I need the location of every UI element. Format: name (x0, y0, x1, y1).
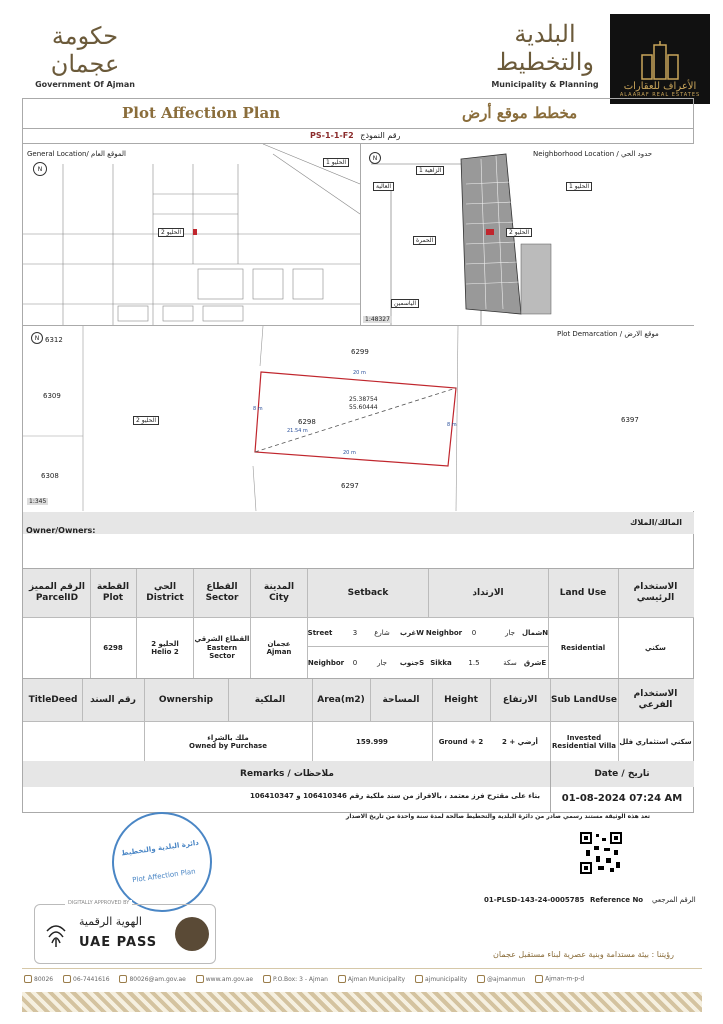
general-map-drawing (23, 144, 360, 325)
sb-street-n: 3 (352, 628, 358, 637)
sb-sikka: Sikka (430, 658, 452, 667)
form-code (310, 131, 400, 140)
val-sector (194, 620, 250, 676)
yasmeen-tag: الياسمين (391, 299, 419, 308)
general-location-label: General Location/ الموقع العام (27, 150, 126, 158)
col-titledeed-en: TitleDeed (28, 694, 78, 705)
pobox-icon (263, 975, 271, 983)
plot-6297: 6297 (341, 482, 359, 490)
col-area-en: Area(m2) (317, 694, 365, 705)
footer-phone2[interactable]: 06-7441616 (73, 975, 110, 983)
val-area: 159.999 (356, 737, 388, 746)
sb-street-ar: شارع (374, 628, 390, 637)
north-arrow-label: N (37, 165, 43, 173)
neighborhood-label: Neighborhood Location / حدود الحي (533, 150, 653, 158)
district-en: District (146, 593, 184, 603)
owner-label-ar: المالك/الملاك (630, 518, 683, 527)
val-district (137, 620, 193, 676)
title-divider (22, 128, 694, 129)
sb-neighbor1: Neighbor (425, 628, 463, 637)
date-label: Date / تاريخ (594, 768, 650, 779)
general-location-map (23, 144, 360, 325)
footer-line (22, 968, 702, 969)
t2-v5 (370, 679, 371, 721)
col-setback-en: Setback (347, 587, 389, 598)
youtube-icon (535, 975, 543, 983)
sb-n2: 0 (352, 658, 358, 667)
alaaraf-name-en: ALAARAF REAL ESTATES (619, 92, 701, 98)
plot-ar: القطعة (96, 582, 130, 593)
coord-lat: 25.38754 (349, 396, 378, 403)
plot-6308: 6308 (41, 472, 59, 480)
col-parcel (24, 572, 90, 614)
municipality-name-ar: البلدية والتخطيط (495, 20, 594, 76)
helio1-tag-general: الحليو 1 (323, 158, 349, 167)
plot-6312: 6312 (45, 336, 63, 344)
ownership-val-ar: ملك بالشراء (207, 733, 249, 742)
sb-s: جنوبS (399, 658, 425, 667)
helio2-tag-plot: الحليو 2 (133, 416, 159, 425)
footer-contacts (24, 975, 700, 983)
uaepass-ar: الهوية الرقمية (79, 915, 142, 928)
city-en: City (269, 593, 289, 603)
uaepass-approved: DIGITALLY APPROVED BY (65, 900, 132, 906)
sb-sikka-ar: سكة (503, 658, 517, 667)
footer-tw[interactable]: @ajmanmun (487, 975, 526, 983)
fingerprint-icon (43, 919, 69, 949)
north-arrow-plot (31, 332, 43, 344)
sb-street: Street (307, 628, 333, 637)
dim-left: 8 m (253, 406, 263, 412)
col-titledeed-ar: رقم السند (90, 694, 136, 705)
t1-v8 (618, 569, 619, 678)
government-logo (30, 22, 140, 89)
uaepass-en: UAE PASS (79, 935, 158, 950)
val-plot: 6298 (103, 643, 123, 652)
date-value: 01-08-2024 07:24 AM (561, 793, 683, 804)
facebook-icon (338, 975, 346, 983)
reference-label-ar: الرقم المرجعي (652, 896, 696, 904)
district-val-en: Helio 2 (151, 648, 179, 656)
val-ownership (144, 724, 312, 760)
qr-code-icon (580, 832, 622, 874)
stamp-text-en: Plot Affection Plan (131, 867, 197, 885)
title-ar: مخطط موقع أرض (462, 104, 578, 122)
val-sublanduse-en: Invested Residential Villa (552, 733, 616, 750)
qr-code (580, 832, 622, 874)
form-code-value: PS-1-1-F2 (310, 131, 354, 140)
north-arrow-nb (369, 152, 381, 164)
col-landuse-ar: الاستخدام الرئيسي (633, 582, 678, 603)
government-name-ar: حكومة عجمان (50, 22, 120, 78)
dim-right: 8 m (447, 422, 457, 428)
col-ownership-en: Ownership (158, 694, 214, 705)
helio2-tag-nb: الحليو 2 (506, 228, 532, 237)
district-val-ar: الحليو 2 (151, 639, 179, 648)
sector-val-en: Eastern Sector (206, 643, 238, 661)
municipality-logo (480, 20, 610, 89)
alia-tag: العالية (373, 182, 394, 191)
t2-v8 (550, 679, 551, 761)
reference-label-en: Reference No (590, 896, 644, 904)
phone2-icon (63, 975, 71, 983)
plot-6299: 6299 (351, 348, 369, 356)
zahia-tag: الزاهية 1 (416, 166, 444, 175)
footer-vision: رؤيتنا : بيئة مستدامة وبنية عصرية لبناء مستقبل عجمان (493, 950, 674, 959)
plot-6309: 6309 (43, 392, 61, 400)
col-height-en: Height (444, 694, 478, 705)
parcel-en: ParcelID (35, 593, 79, 603)
reference-value: 01-PLSD-143-24-0005785 (484, 896, 585, 904)
footer-fb[interactable]: Ajman Municipality (347, 975, 406, 983)
col-sector (194, 572, 250, 614)
val-height-en: Ground + 2 (438, 737, 484, 746)
sb-jar1: جار (505, 628, 515, 637)
col-sublanduse-en: Sub LandUse (551, 694, 617, 705)
sector-en: Sector (205, 593, 239, 603)
t2-v7 (490, 679, 491, 721)
sb-n: شمالN (521, 628, 549, 637)
notice-text: تعد هذه الوثيقة مستند رسمي صادر من دائرة البلدية والتخطيط صالحة لمدة سنة واحدة من تاريخ الاصدار (345, 813, 650, 820)
city-val-ar: عجمان (267, 639, 291, 648)
sector-val-ar: القطاع الشرقي (194, 635, 250, 644)
t1-line-a (23, 617, 694, 618)
val-landuse-ar: سكني (645, 643, 666, 652)
footer-web[interactable]: www.am.gov.ae (205, 975, 254, 983)
footer-phone1[interactable]: 80026 (34, 975, 54, 983)
footer-ig[interactable]: ajmunicipality (424, 975, 468, 983)
col-ownership-ar: الملكية (254, 694, 286, 705)
t2-v4 (312, 679, 313, 761)
phone-icon (24, 975, 32, 983)
email-icon (119, 975, 127, 983)
t1-v6 (428, 569, 429, 617)
north-arrow-general (33, 162, 47, 176)
coord-lon: 55.60444 (349, 403, 378, 411)
ownership-val-en: Owned by Purchase (189, 742, 267, 750)
footer-pobox: P.O.Box: 3 - Ajman (273, 975, 328, 983)
footer-yt[interactable]: Ajman-m-p-d (545, 975, 585, 983)
sb-jar2: جار (377, 658, 387, 667)
t1-line-mid (308, 646, 548, 647)
owner-header-bar (23, 512, 694, 534)
col-landuse-en: Land Use (559, 587, 607, 598)
val-sublanduse-ar: سكني استثماري فلل (619, 737, 692, 746)
title-en: Plot Affection Plan (122, 104, 281, 122)
t1-v1 (90, 569, 91, 678)
north-arrow-plot-label: N (34, 334, 40, 342)
form-code-label: رقم النموذج (360, 131, 401, 140)
plot-demarcation-map (23, 326, 694, 511)
dim-top: 20 m (353, 370, 366, 376)
building-icon (630, 41, 690, 81)
neighborhood-map (361, 144, 694, 325)
alaaraf-logo (610, 14, 710, 104)
twitter-icon (477, 975, 485, 983)
district-ar: الحي (153, 582, 177, 593)
remarks-text: بناء على مقترح فرز معتمد ، بالافراز من سند ملكية رقم 106410346 و 106410347 (250, 792, 540, 800)
t1-v2 (136, 569, 137, 678)
sb-w: غربW (400, 628, 424, 637)
remarks-label: Remarks / ملاحظات (240, 768, 334, 779)
sb-n1: 0 (471, 628, 477, 637)
plot-en: Plot (102, 593, 124, 603)
sb-sikka-n: 1.5 (468, 658, 480, 667)
municipality-name-en: Municipality & Planning (491, 80, 599, 89)
city-val-en: Ajman (266, 648, 292, 656)
city-ar: المدينة (263, 582, 295, 593)
col-sublanduse-ar: الاستخدام الفرعي (633, 689, 678, 710)
plot-demarcation-label: Plot Demarcation / موقع الارض (557, 330, 659, 338)
scale-plot: 1:345 (29, 498, 47, 505)
col-city (251, 572, 307, 614)
scale-neighborhood: 1:48327 (365, 316, 390, 323)
footer-pattern (22, 992, 702, 1012)
col-setback-ar: الارتداد (472, 587, 504, 598)
val-parcel (24, 620, 90, 676)
col-plot (90, 572, 136, 614)
t2-v2 (144, 679, 145, 761)
helio1-tag-nb: الحليو 1 (566, 182, 592, 191)
footer-email[interactable]: 80026@am.gov.ae (129, 975, 186, 983)
hamra-tag: الحمرة (413, 236, 436, 245)
col-area-ar: المساحة (382, 694, 420, 705)
helio2-tag-general: الحليو 2 (158, 228, 184, 237)
sb-e: شرقE (523, 658, 547, 667)
plot-6298: 6298 (298, 418, 316, 426)
instagram-icon (415, 975, 423, 983)
t1-v7 (548, 569, 549, 678)
dim-diagonal: 21.54 m (287, 428, 308, 434)
uaepass-box (34, 900, 216, 964)
coordinates (349, 396, 378, 412)
t2-v3 (228, 679, 229, 721)
t2-line-a (23, 721, 694, 722)
alaaraf-name-ar: الأعراف للعقارات (623, 81, 697, 92)
val-height-ar: أرضي + 2 (502, 737, 538, 746)
plot-6397: 6397 (621, 416, 639, 424)
stamp-text-ar: دائرة البلدية والتخطيط (120, 838, 200, 858)
t2-v9 (618, 679, 619, 761)
government-name-en: Government Of Ajman (35, 80, 135, 89)
owner-label-en: Owner/Owners: (26, 526, 96, 535)
t1-v5 (307, 569, 308, 678)
dim-bottom: 20 m (343, 450, 356, 456)
t2-v1 (82, 679, 83, 721)
val-landuse-en: Residential (560, 643, 606, 652)
col-height-ar: الارتفاع (502, 694, 538, 705)
uaepass-logo (175, 917, 209, 951)
north-arrow-nb-label: N (372, 154, 378, 162)
web-icon (196, 975, 204, 983)
val-city (251, 620, 307, 676)
t1-v3 (193, 569, 194, 678)
parcel-ar: الرقم المميز (29, 582, 85, 593)
t1-v4 (250, 569, 251, 678)
t2-v6 (432, 679, 433, 761)
sb-neighbor2: Neighbor (307, 658, 345, 667)
sector-ar: القطاع (206, 582, 238, 593)
col-district (137, 572, 193, 614)
